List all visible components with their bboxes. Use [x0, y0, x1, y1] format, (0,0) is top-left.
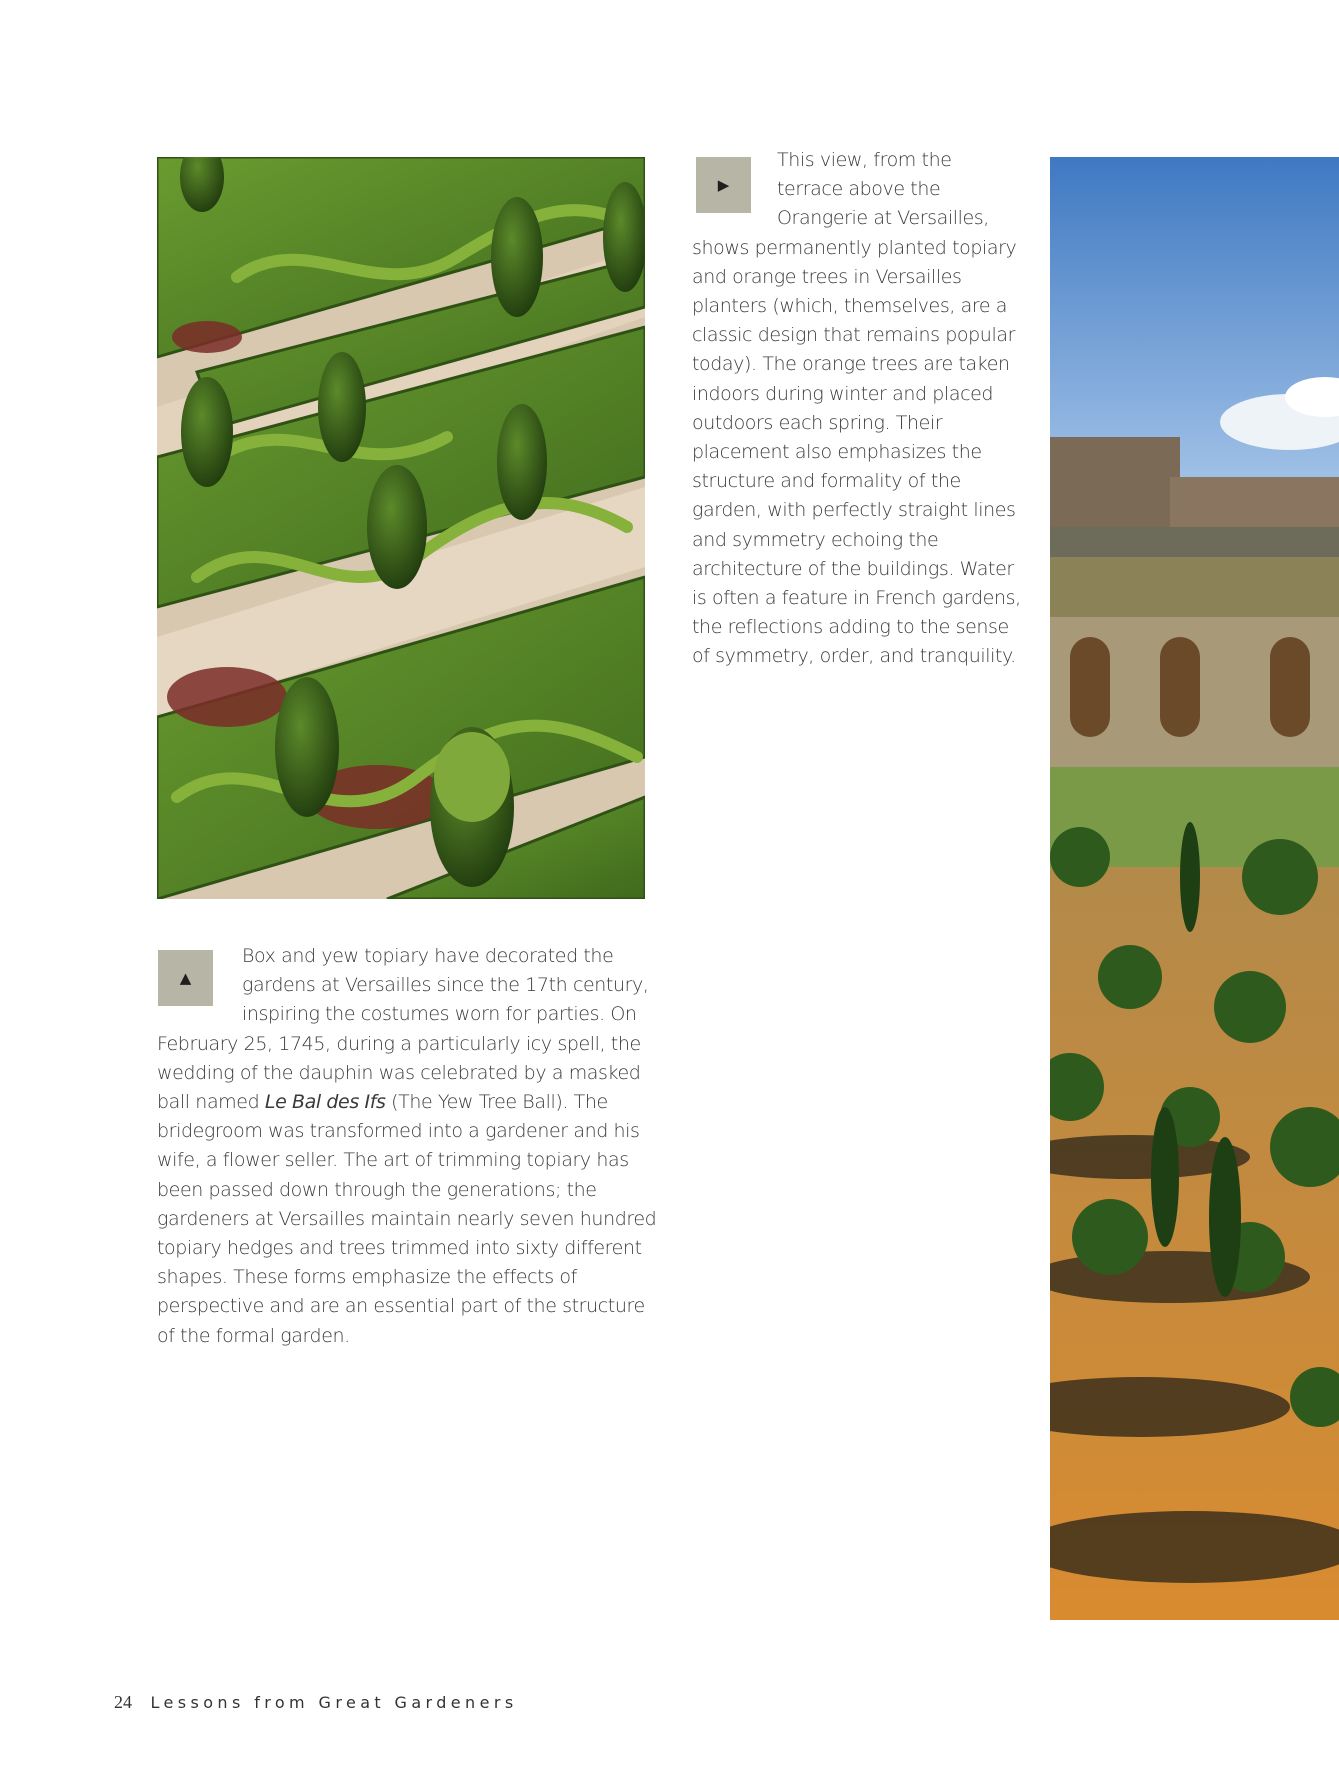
caption-line: inspiring the costumes worn for parties. On [242, 1003, 637, 1026]
caption-line: terrace above the [777, 178, 941, 201]
caption-line: wife, a flower seller. The art of trimming topiary has [157, 1149, 629, 1172]
caption-line: bridegroom was transformed into a gardener and his [157, 1120, 640, 1143]
caption-line: shows permanently planted topiary [692, 236, 1017, 259]
caption-line: Box and yew topiary have decorated the [242, 945, 614, 967]
caption-line: today). The orange trees are taken [692, 353, 1010, 376]
caption-line: placement also emphasizes the [692, 441, 982, 464]
caption-line: gardens at Versailles since the 17th century, [242, 974, 649, 997]
caption-line: architecture of the buildings. Water [692, 557, 1014, 580]
left-caption [157, 942, 657, 1351]
caption-line: been passed down through the generations; the [157, 1178, 597, 1201]
page-number: 24 [114, 1692, 132, 1712]
topiary-parterre-photo [157, 157, 645, 899]
page-footer [114, 1692, 518, 1713]
caption-line: wedding of the dauphin was celebrated by a masked [157, 1061, 641, 1084]
caption-line: February 25, 1745, during a particularly icy spell, the [157, 1032, 641, 1055]
caption-line: classic design that remains popular [692, 324, 1015, 347]
triangle-up-icon: ▲ [158, 950, 213, 1006]
caption-line: perspective and are an essential part of the structure [157, 1295, 645, 1318]
caption-line: This view, from the [777, 149, 952, 171]
right-caption [692, 146, 1021, 672]
caption-line: outdoors each spring. Their [692, 411, 943, 434]
caption-line: indoors during winter and placed [692, 382, 994, 405]
caption-line: is often a feature in French gardens, [692, 587, 1021, 610]
caption-line: shapes. These forms emphasize the effects of [157, 1266, 577, 1289]
caption-line: the reflections adding to the sense [692, 616, 1009, 639]
caption-line: structure and formality of the [692, 470, 961, 493]
caption-line: topiary hedges and trees trimmed into sixty different [157, 1237, 642, 1260]
topiary-parterre-illustration [157, 157, 645, 899]
caption-line: ball named Le Bal des Ifs (The Yew Tree Ball). The [157, 1091, 608, 1114]
caption-line: and symmetry echoing the [692, 528, 939, 551]
triangle-right-icon: ▶ [696, 157, 751, 213]
orangerie-photo [1050, 157, 1339, 1620]
caption-line: gardeners at Versailles maintain nearly seven hundred [157, 1207, 657, 1230]
running-title: Lessons from Great Gardeners [150, 1693, 518, 1712]
caption-line: and orange trees in Versailles [692, 265, 962, 288]
ball-title: Le Bal des Ifs [264, 1091, 386, 1114]
caption-line: of the formal garden. [157, 1324, 350, 1347]
orangerie-illustration [1050, 157, 1339, 1620]
caption-line: planters (which, themselves, are a [692, 295, 1008, 318]
caption-line: Orangerie at Versailles, [777, 207, 989, 230]
caption-line: of symmetry, order, and tranquility. [692, 645, 1016, 668]
caption-line: garden, with perfectly straight lines [692, 499, 1016, 522]
